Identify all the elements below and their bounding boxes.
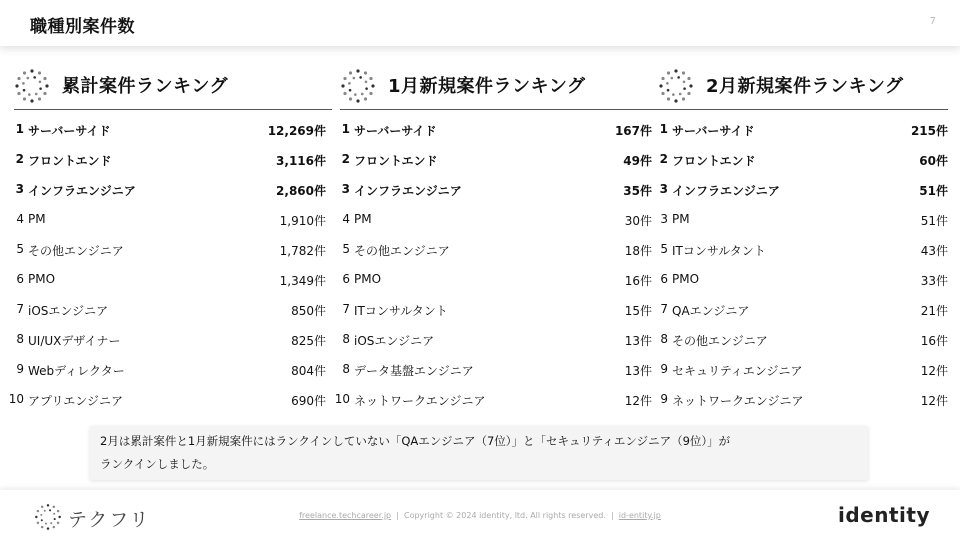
case-count: 825件 [291, 334, 326, 348]
rank-number: 9 [660, 392, 668, 406]
job-title: サーバーサイド [28, 124, 111, 138]
ranking-row [340, 235, 658, 265]
rank-number: 4 [16, 212, 24, 226]
ranking-row [340, 265, 658, 295]
rank-number: 4 [342, 212, 350, 226]
logo-text: テクフリ [68, 509, 151, 531]
footer-link-freelance[interactable]: freelance.techcareer.jp [299, 511, 392, 520]
ranking-row [658, 175, 948, 205]
case-count: 804件 [291, 364, 326, 378]
rank-number: 3 [15, 182, 24, 196]
job-title: PMO [354, 272, 382, 286]
ranking-row [340, 115, 658, 145]
page-number: 7 [929, 16, 936, 27]
note-line-2: ランクインしました。 [100, 457, 215, 471]
ranking-row [658, 235, 948, 265]
job-title: その他エンジニア [28, 244, 124, 258]
ranking-row [14, 295, 332, 325]
ranking-row [658, 355, 948, 385]
column-title: 2月新規案件ランキング [706, 76, 904, 97]
job-title: アプリエンジニア [28, 394, 123, 408]
job-title: その他エンジニア [354, 244, 450, 258]
summary-note [90, 426, 868, 480]
case-count: 21件 [920, 304, 948, 318]
rank-number: 8 [342, 362, 350, 376]
case-count: 35件 [623, 184, 652, 198]
case-count: 690件 [291, 394, 326, 408]
job-title: PMO [672, 272, 700, 286]
rank-number: 10 [8, 392, 24, 406]
job-title: フロントエンド [28, 154, 112, 168]
rank-number: 3 [341, 182, 350, 196]
job-title: フロントエンド [672, 154, 756, 168]
ranking-row [340, 205, 658, 235]
copyright-text: Copyright © 2024 identity, ltd. All rights reserved. [404, 511, 606, 520]
rank-number: 3 [659, 182, 668, 196]
footer-link-identity[interactable]: id-entity.jp [618, 511, 661, 520]
page-footer [0, 490, 960, 540]
rank-number: 6 [660, 272, 668, 286]
job-title: ネットワークエンジニア [354, 394, 486, 408]
ranking-row [14, 235, 332, 265]
rank-number: 2 [659, 152, 668, 166]
case-count: 51件 [920, 214, 948, 228]
job-title: UI/UXデザイナー [28, 334, 121, 348]
ranking-row [8, 385, 332, 415]
case-count: 12件 [920, 364, 948, 378]
ranking-row [658, 145, 948, 175]
ranking-row [14, 325, 332, 355]
case-count: 51件 [919, 184, 948, 198]
case-count: 16件 [624, 274, 652, 288]
dot-ring-icon [658, 68, 694, 104]
job-title: PMO [28, 272, 56, 286]
rank-number: 10 [334, 392, 350, 406]
rank-number: 7 [660, 302, 668, 316]
job-title: QAエンジニア [672, 304, 750, 318]
ranking-list [658, 115, 948, 415]
ranking-row [658, 295, 948, 325]
ranking-row [14, 145, 332, 175]
column-title: 累計案件ランキング [62, 76, 228, 97]
case-count: 18件 [624, 244, 652, 258]
case-count: 12,269件 [267, 124, 326, 138]
rank-number: 1 [15, 122, 24, 136]
job-title: インフラエンジニア [672, 184, 780, 198]
case-count: 16件 [920, 334, 948, 348]
rank-number: 3 [660, 212, 668, 226]
ranking-row [340, 295, 658, 325]
case-count: 3,116件 [276, 154, 326, 168]
ranking-row [658, 205, 948, 235]
ranking-row [340, 355, 658, 385]
ranking-row [658, 115, 948, 145]
rank-number: 8 [660, 332, 668, 346]
job-title: サーバーサイド [672, 124, 755, 138]
page-header [0, 0, 960, 46]
note-line-1: 2月は累計案件と1月新規案件にはランクインしていない「QAエンジニア（7位）」と「セキュリティエンジニア（9位）」が [100, 434, 731, 448]
case-count: 30件 [624, 214, 652, 228]
rank-number: 9 [660, 362, 668, 376]
ranking-column-january [334, 64, 658, 415]
job-title: その他エンジニア [672, 334, 768, 348]
rank-number: 7 [342, 302, 350, 316]
dot-ring-icon [14, 68, 50, 104]
case-count: 15件 [624, 304, 652, 318]
job-title: フロントエンド [354, 154, 438, 168]
job-title: PM [354, 212, 372, 226]
job-title: サーバーサイド [354, 124, 437, 138]
case-count: 1,349件 [279, 274, 326, 288]
rank-number: 7 [16, 302, 24, 316]
rank-number: 2 [341, 152, 350, 166]
ranking-row [14, 175, 332, 205]
ranking-list [8, 115, 332, 415]
rank-number: 5 [660, 242, 668, 256]
ranking-row [340, 175, 658, 205]
job-title: iOSエンジニア [354, 334, 435, 348]
ranking-row [658, 385, 948, 415]
ranking-row [334, 385, 658, 415]
job-title: iOSエンジニア [28, 304, 109, 318]
rank-number: 9 [16, 362, 24, 376]
ranking-row [14, 265, 332, 295]
ranking-column-february [658, 64, 948, 415]
ranking-column-cumulative [8, 64, 332, 415]
job-title: セキュリティエンジニア [672, 364, 803, 378]
job-title: PM [672, 212, 690, 226]
job-title: インフラエンジニア [354, 184, 462, 198]
case-count: 13件 [624, 334, 652, 348]
ranking-row [14, 355, 332, 385]
job-title: インフラエンジニア [28, 184, 136, 198]
ranking-row [658, 325, 948, 355]
identity-logo: identity [838, 503, 930, 527]
case-count: 13件 [624, 364, 652, 378]
rank-number: 8 [16, 332, 24, 346]
column-header [658, 64, 948, 110]
column-header [340, 64, 658, 110]
case-count: 12件 [920, 394, 948, 408]
case-count: 215件 [910, 124, 948, 138]
rank-number: 1 [341, 122, 350, 136]
case-count: 12件 [624, 394, 652, 408]
rank-number: 2 [15, 152, 24, 166]
job-title: ITコンサルタント [354, 304, 448, 318]
rank-number: 5 [16, 242, 24, 256]
case-count: 167件 [614, 124, 652, 138]
rank-number: 8 [342, 332, 350, 346]
page-title: 職種別案件数 [30, 17, 135, 37]
case-count: 1,782件 [279, 244, 326, 258]
column-title: 1月新規案件ランキング [388, 76, 586, 97]
job-title: データ基盤エンジニア [354, 364, 474, 378]
ranking-row [658, 265, 948, 295]
job-title: ネットワークエンジニア [672, 394, 804, 408]
rank-number: 5 [342, 242, 350, 256]
job-title: Webディレクター [28, 364, 125, 378]
rank-number: 6 [16, 272, 24, 286]
rank-number: 6 [342, 272, 350, 286]
case-count: 2,860件 [276, 184, 326, 198]
job-title: ITコンサルタント [672, 244, 766, 258]
case-count: 1,910件 [279, 214, 326, 228]
ranking-list [334, 115, 658, 415]
dot-ring-icon [340, 68, 376, 104]
footer-links: freelance.techcareer.jp | Copyright © 2024 identity, ltd. All rights reserved. | id-entity.jp [299, 511, 661, 520]
rank-number: 1 [659, 122, 668, 136]
ranking-row [340, 325, 658, 355]
case-count: 43件 [920, 244, 948, 258]
case-count: 33件 [920, 274, 948, 288]
case-count: 850件 [291, 304, 326, 318]
ranking-row [340, 145, 658, 175]
ranking-row [14, 205, 332, 235]
case-count: 60件 [919, 154, 948, 168]
case-count: 49件 [623, 154, 652, 168]
job-title: PM [28, 212, 46, 226]
column-header [14, 64, 332, 110]
ranking-row [14, 115, 332, 145]
